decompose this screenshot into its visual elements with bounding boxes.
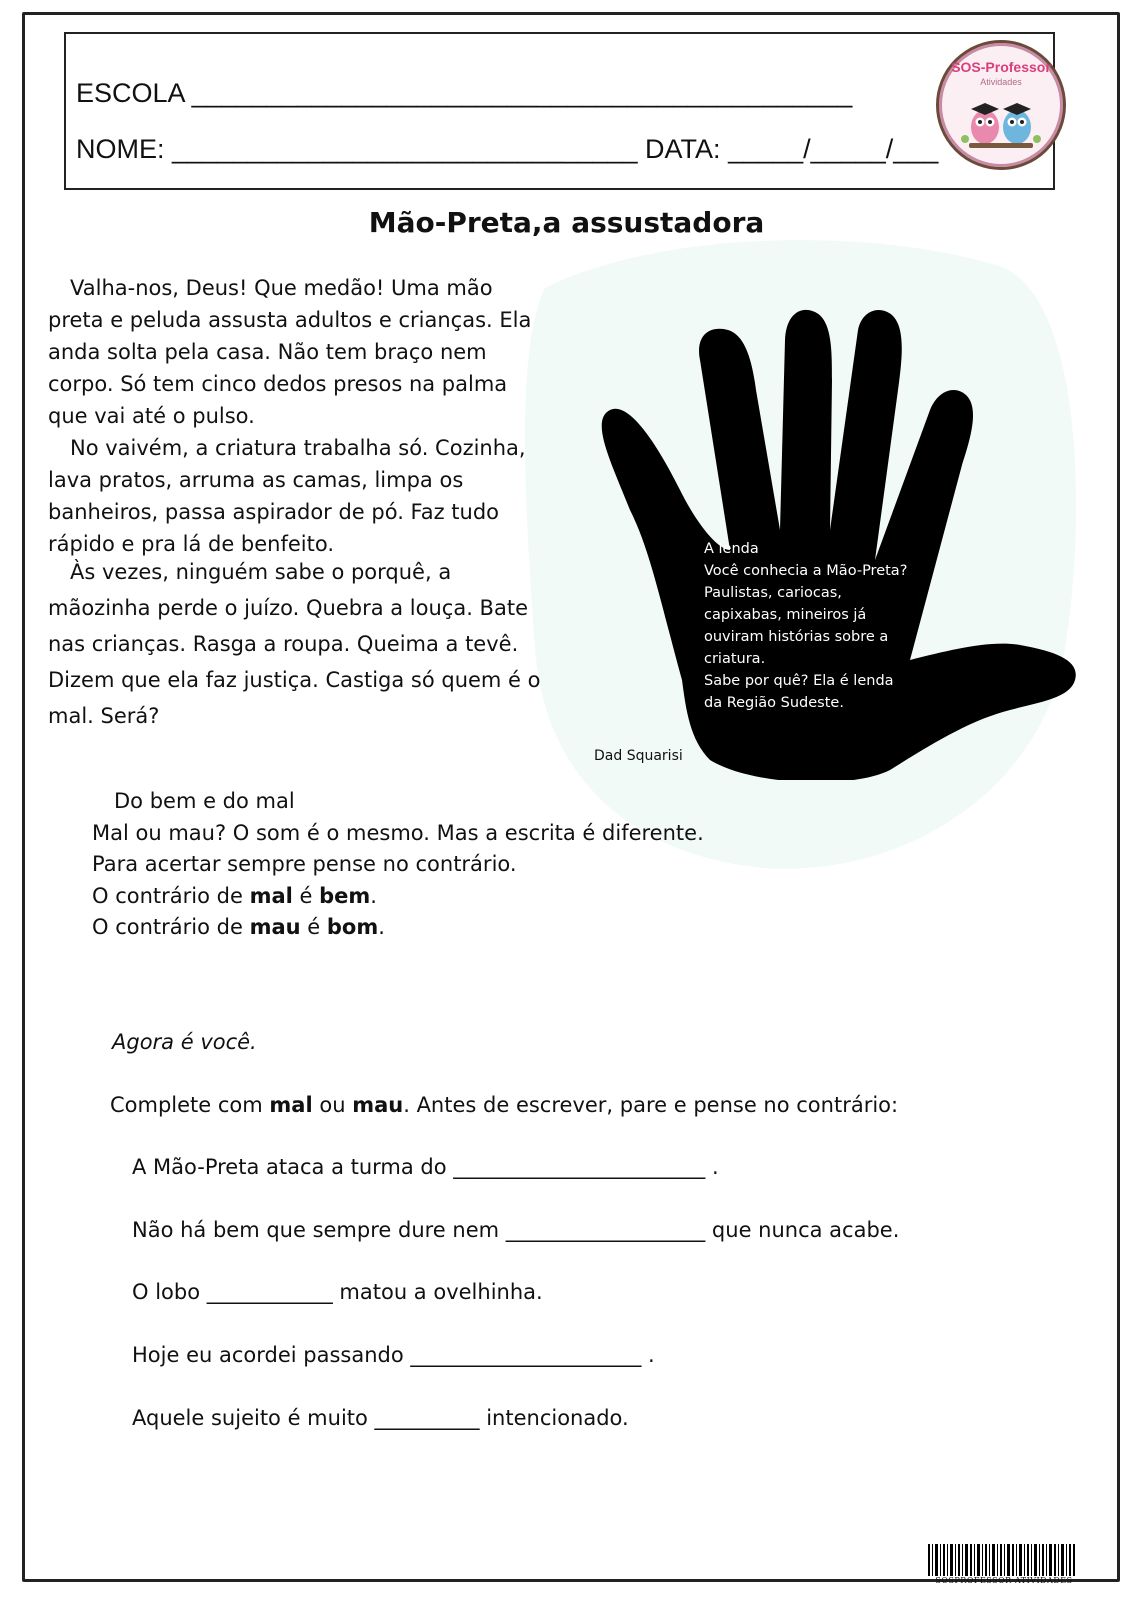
exercise-sentence-5[interactable]: Aquele sujeito é muito __________ intencionado.: [132, 1406, 629, 1430]
tip-line-3: O contrário de mal é bem.: [92, 883, 377, 908]
school-blank[interactable]: ____________________________________________: [191, 78, 853, 108]
name-line: [76, 134, 938, 165]
name-label: NOME:: [76, 134, 165, 164]
story-paragraph-2: No vaivém, a criatura trabalha só. Cozinha, lava pratos, arruma as camas, limpa os banheiros, passa aspirador de pó. Faz tudo rápido e pra lá de benfeito.: [48, 436, 526, 556]
tip-heading: Do bem e do mal: [114, 789, 295, 813]
logo-title: SOS-Professor: [951, 59, 1051, 75]
date-blank[interactable]: _____/_____/___: [728, 134, 939, 164]
sos-professor-logo: [936, 40, 1066, 170]
header-box: [64, 32, 1055, 190]
exercise-sentence-1[interactable]: A Mão-Preta ataca a turma do ________________________ .: [132, 1155, 719, 1179]
exercise-instruction: Complete com mal ou mau. Antes de escrever, pare e pense no contrário:: [110, 1093, 899, 1117]
exercise-sentence-4[interactable]: Hoje eu acordei passando ______________________ .: [132, 1343, 655, 1367]
tip-line-1: Mal ou mau? O som é o mesmo. Mas a escrita é diferente.: [92, 820, 704, 845]
legend-box: [704, 538, 909, 714]
story-paragraph-3: Às vezes, ninguém sabe o porquê, a mãozinha perde o juízo. Quebra a louça. Bate nas crianças. Rasga a roupa. Queima a tevê. Dizem que ela faz justiça. Castiga só quem é o mal. Será?: [48, 560, 541, 728]
story-paragraph-1: Valha-nos, Deus! Que medão! Uma mão preta e peluda assusta adultos e crianças. Ela anda solta pela casa. Não tem braço nem corpo. Só tem cinco dedos presos na palma que vai até o pulso.: [48, 276, 532, 428]
school-label: ESCOLA: [76, 78, 185, 108]
legend-heading: A lenda: [704, 541, 759, 557]
legend-text-2: Sabe por quê? Ela é lenda da Região Sudeste.: [704, 673, 894, 711]
school-line: [76, 78, 852, 109]
exercise-sentence-2[interactable]: Não há bem que sempre dure nem ___________________ que nunca acabe.: [132, 1218, 900, 1242]
barcode-caption: SOSPROFESSOR-ATIVIDADES: [935, 1576, 1073, 1585]
exercise-sentence-3[interactable]: O lobo ____________ matou a ovelhinha.: [132, 1280, 543, 1304]
author-credit: Dad Squarisi: [594, 748, 683, 764]
tip-line-4: O contrário de mau é bom.: [92, 915, 385, 939]
exercise-intro: Agora é você.: [112, 1030, 257, 1054]
barcode-icon: [928, 1544, 1076, 1576]
page-title: Mão-Preta,a assustadora: [368, 206, 765, 239]
owls-icon: [939, 43, 1063, 167]
name-blank[interactable]: _______________________________: [172, 134, 638, 164]
tip-line-2: Para acertar sempre pense no contrário.: [92, 852, 517, 876]
tip-box: [92, 786, 704, 944]
logo-subtitle: Atividades: [980, 77, 1022, 87]
legend-text: Você conhecia a Mão-Preta? Paulistas, cariocas, capixabas, mineiros já ouviram histórias sobre a criatura.: [704, 563, 908, 667]
date-label: DATA:: [645, 134, 721, 164]
